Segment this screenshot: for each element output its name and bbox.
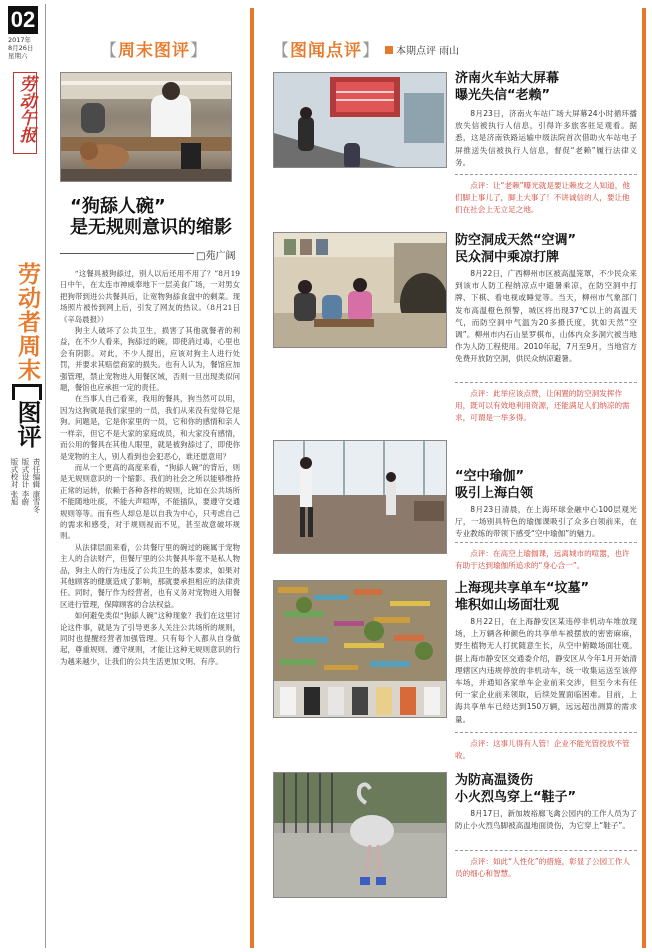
item-divider — [455, 732, 637, 733]
train-station-photo — [273, 72, 447, 168]
orange-divider-right — [642, 8, 646, 948]
right-column-header: 【图闻点评】 — [272, 41, 380, 61]
sky-yoga-photo — [273, 440, 447, 554]
photo-illustration — [274, 581, 447, 718]
paragraph: 在当事人自己看来，我用的餐具，狗当然可以用，因为这狗就是我们家里的一员，我们从来没有觉得它是狗。问题是，它是你家里的一员，它和你的感情和亲人一样亲，但它不是大家的家庭成员，和大家没有感情，而公用的餐具在其他人眼里，就是被狗舔过了，即使你是宠物的主人，别人看到也会犯恶心，谁还愿意用？ — [60, 394, 240, 461]
commentary-byline: 本期点评 雨山 — [385, 42, 459, 57]
credit-designer: 版式设计 李蔚 — [21, 458, 30, 506]
paragraph: 而从一个更高的高度来看，“狗舔人碗”的背后，则是无规则意识的一个缩影。我们的社会之所以能够维持正常的运转，依赖于各种各样的规则，比如在公共场所不能随地吐痰，不能大声喧哗，不能插队，要遵守交通规则等等。而有些人却总是以自我为中心，只考虑自己的需求和感受，对于规则视而不见，甚至故意破坏规则。 — [60, 462, 240, 541]
item-comment-train: 点评：让“老赖”曝光就是要让赖皮之人知道，他们脚上事儿了，脚上大事了！不讲诚信的人，要让他们在社会上无立足之地。 — [455, 181, 630, 215]
item-divider — [455, 850, 637, 851]
item-comment-shelter: 点评：此举应该点赞，让闲置的防空洞发挥作用，既可以有效地利用资源，还能满足人们纳凉的需求，可谓是一举多得。 — [455, 389, 630, 423]
credit-proofreader: 版式校对 张旭 — [10, 458, 19, 506]
orange-divider-left — [250, 8, 254, 948]
air-raid-shelter-photo — [273, 232, 447, 348]
item-comment-bikes: 点评：这事儿得有人管！企业不能光管投放不管收。 — [455, 739, 630, 761]
item-body-shelter: 8月22日，广西柳州市区被高温笼罩，不少民众来到该市人防工程纳凉点中避暑乘凉，在防空洞中打牌、下棋、看电视或睡觉等。当天，柳州市气象部门发布高温橙色预警，城区将出现37℃以上的高温天气，而防空洞中气温为20多摄氏度，犹如天然“空调”。柳州市内石山星罗棋布，山体内众多洞穴被当地作为人防工程使用。2010年起，7月至9月，当地官方免费开放防空洞，供民众纳凉避暑。 — [455, 269, 637, 364]
newspaper-logo: 劳动午报 — [13, 72, 37, 154]
photo-illustration — [274, 441, 447, 554]
photo-illustration — [274, 773, 447, 898]
left-article-body — [60, 268, 240, 944]
photo-illustration — [274, 233, 447, 348]
item-body-train: 8月23日，济南火车站广场大屏幕24小时循环播放失信被执行人信息，引得许多旅客驻足观看。据悉，这是济南铁路运输中级法院首次借助火车站电子屏推送失信被执行人信息，督促“老赖”履行法律义务。 — [455, 109, 637, 167]
paragraph: 如何避免类似“狗舔人碗”这种现象？我们在这里讨论这件事，就是为了引导更多人关注公共场所的规则，同时也提醒经营者加强管理。只有每个人都从自身做起，尊重规则、遵守规则，才能让这种无规则意识的行为越来越少，让我们的公共生活更加文明、有序。 — [60, 611, 240, 666]
item-divider — [455, 542, 637, 543]
paragraph: 狗主人破坏了公共卫生，损害了其他就餐者的利益，在不少人看来，狗舔过的碗，即使消过毒，心里也会有阴影。对此，不少人提出，应该对狗主人进行处罚，并要求其赔偿商家的损失。也有人认为，餐馆应加强管理，禁止宠物进入用餐区域，否则一旦出现类似问题，餐馆也应承担一定的责任。 — [60, 326, 240, 393]
item-divider — [455, 174, 637, 175]
item-title-flamingo: 为防高温烫伤 小火烈鸟穿上“鞋子” — [455, 773, 577, 805]
editor-credits — [10, 458, 44, 538]
item-body-yoga: 8月23日清晨，在上海环球金融中心100层观光厅，一场别具特色的瑜伽课吸引了众多白领前来，在专业教练的带领下感受“空中瑜伽”的魅力。 — [455, 505, 637, 539]
photo-illustration — [274, 73, 447, 168]
photo-illustration — [61, 73, 232, 182]
paragraph: “这餐具被狗舔过，别人以后还用不用了？”8月19日中午，在太连市神威奉地下一层美食广场，一对男女把狗带到进公共餐具后，让宽物狗舔食盘中的剩菜。现场照片被传到网上后，引发了网友的热议。（8月21日《辛岛晨报》） — [60, 269, 240, 324]
column-divider — [45, 4, 46, 948]
item-body-flamingo: 8月17日，新加坡裕廊飞禽公园内的工作人员为了防止小火烈鸟脚被高温地面烫伤，为它穿上“鞋子”。 — [455, 809, 637, 831]
section-subtitle: 图评 — [13, 400, 41, 448]
credit-editor: 责任编辑 康雪冬 — [32, 458, 41, 513]
paragraph: 从法律层面来看，公共餐厅里的碗过的碗属于宠物主人的合法财产，但餐厅里的公共餐具毕竟不是私人物品，狗主人的行为违反了公共卫生的基本要求，如果对其他顾客的健康造成了影响，那就要承担相应的法律责任。同时，餐厅作为经营者，也有义务对宠物进入用餐区进行管理，保障顾客的合法权益。 — [60, 542, 240, 609]
item-title-bikes: 上海现共享单车“坟墓” 堆积如山场面壮观 — [455, 581, 590, 613]
item-divider — [455, 382, 637, 383]
title-rule — [60, 253, 194, 254]
dog-restaurant-photo — [60, 72, 232, 182]
publish-date — [8, 36, 44, 60]
flamingo-photo — [273, 772, 447, 898]
date-day: 8月26日 — [8, 44, 34, 52]
item-title-shelter: 防空洞成天然“空调” 民众洞中乘凉打牌 — [455, 233, 577, 265]
date-weekday: 星期六 — [8, 52, 28, 60]
page-number: 02 — [8, 6, 38, 34]
shared-bikes-photo — [273, 580, 447, 718]
left-column-header: 【周末图评】 — [100, 41, 208, 61]
date-year: 2017年 — [8, 36, 32, 44]
masthead — [0, 0, 44, 952]
item-title-train: 济南火车站大屏幕 曝光失信“老赖” — [455, 71, 560, 103]
section-bracket — [12, 384, 42, 400]
article-author: □苑广阔 — [196, 251, 236, 262]
item-title-yoga: “空中瑜伽” 吸引上海白领 — [455, 469, 534, 501]
square-icon — [385, 46, 393, 54]
section-title: 劳动者周末 — [14, 262, 40, 382]
item-comment-flamingo: 点评：如此“人性化”的措施，彰显了公园工作人员的细心和智慧。 — [455, 857, 630, 879]
item-body-bikes: 8月22日，在上海静安区某违停非机动车堆放现场，上万辆各种颜色的共享单车被摆放的密密麻麻，野生植物无人打扰随意生长，从空中俯瞰场面壮观。据上海市静安区交通委介绍，静安区从今年1月开始清理辖区内违规停放的非机动车，统一收集运送至该停车场，并通知各家单车企业前来交涉，但至今未有任何一家企业前来领取，后续处置面临困难。目前，上海共享单车已经达到150万辆，远远超出测算的需求量。 — [455, 617, 637, 724]
left-article-title: “狗舔人碗” 是无规则意识的缩影 — [70, 196, 232, 238]
item-comment-yoga: 点评：在高空上瑜伽课，远离城市的喧嚣，也许有助于达到瑜伽所追求的“身心合一”。 — [455, 549, 630, 571]
